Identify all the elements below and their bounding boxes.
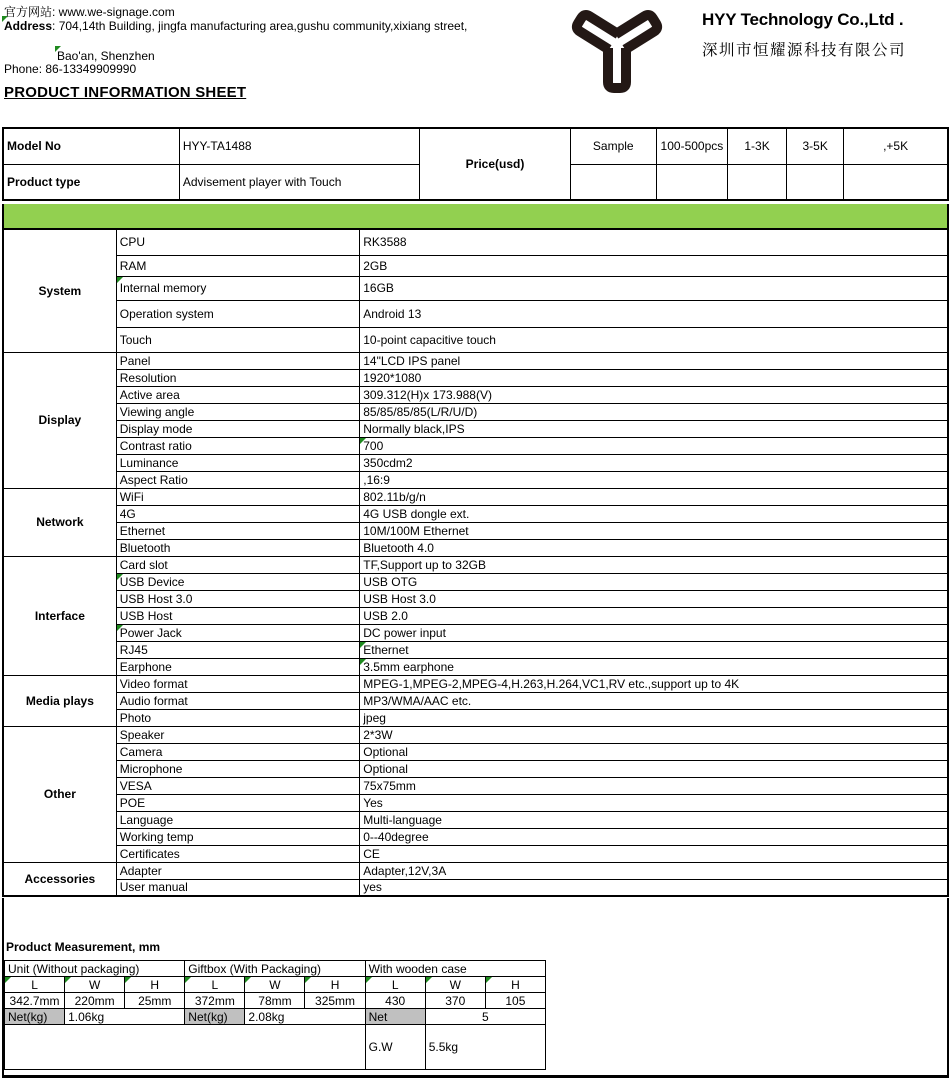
group-title-wooden-case: With wooden case xyxy=(365,961,545,977)
error-flag-icon xyxy=(360,642,366,648)
product-type-label: Product type xyxy=(3,164,179,200)
spec-value: 14"LCD IPS panel xyxy=(360,352,948,369)
spec-value: Multi-language xyxy=(360,811,948,828)
spec-property: Luminance xyxy=(116,454,360,471)
error-flag-icon xyxy=(426,977,432,983)
price-cell-empty xyxy=(656,164,727,200)
net-value-cell: 5 xyxy=(425,1009,545,1025)
model-row xyxy=(3,128,948,164)
spec-property: Working temp xyxy=(116,828,360,845)
spec-property: Operation system xyxy=(116,300,360,327)
model-no-value: HYY-TA1488 xyxy=(179,128,420,164)
group-title-row xyxy=(5,961,546,977)
specification-table xyxy=(2,228,949,897)
address-line2-text: Bao'an, Shenzhen xyxy=(57,49,155,63)
error-flag-icon xyxy=(305,977,311,983)
price-column-sample: Sample xyxy=(570,128,656,164)
spec-property: Aspect Ratio xyxy=(116,471,360,488)
dim-header: H xyxy=(485,977,545,993)
error-flag-icon xyxy=(360,438,366,444)
spec-value: yes xyxy=(360,879,948,896)
spec-property: USB Host 3.0 xyxy=(116,590,360,607)
spec-value: 16GB xyxy=(360,276,948,300)
price-usd-header: Price(usd) xyxy=(420,128,570,200)
spec-value: Ethernet xyxy=(360,641,948,658)
spec-property: Audio format xyxy=(116,692,360,709)
blank-cell xyxy=(5,1025,366,1070)
spec-value: 4G USB dongle ext. xyxy=(360,505,948,522)
spec-property: Video format xyxy=(116,675,360,692)
spec-value: 10-point capacitive touch xyxy=(360,327,948,352)
dim-header: W xyxy=(65,977,125,993)
spec-value: 10M/100M Ethernet xyxy=(360,522,948,539)
phone-text: Phone: 86-13349909990 xyxy=(4,62,137,76)
price-column-5k: ,+5K xyxy=(844,128,948,164)
error-flag-icon xyxy=(117,625,123,631)
dim-value: 430 xyxy=(365,993,425,1009)
spec-property: WiFi xyxy=(116,488,360,505)
price-cell-empty xyxy=(570,164,656,200)
measurement-heading: Product Measurement, mm xyxy=(6,940,161,954)
spec-value: Optional xyxy=(360,760,948,777)
dim-header: L xyxy=(365,977,425,993)
website-text: 官方网站: www.we-signage.com xyxy=(4,5,175,19)
spec-value: Adapter,12V,3A xyxy=(360,862,948,879)
error-flag-icon xyxy=(486,977,492,983)
error-flag-icon xyxy=(125,977,131,983)
spec-property: CPU xyxy=(116,229,360,255)
group-title-unit: Unit (Without packaging) xyxy=(5,961,185,977)
page-title: PRODUCT INFORMATION SHEET xyxy=(4,84,247,101)
dim-value: 105 xyxy=(485,993,545,1009)
company-name-cn: 深圳市恒耀源科技有限公司 xyxy=(702,42,907,59)
price-column-1-3k: 1-3K xyxy=(727,128,786,164)
spec-value: 2GB xyxy=(360,255,948,276)
spec-value: Android 13 xyxy=(360,300,948,327)
error-flag-icon xyxy=(2,16,8,22)
spec-value: 0--40degree xyxy=(360,828,948,845)
price-cell-empty xyxy=(787,164,844,200)
spec-value: USB Host 3.0 xyxy=(360,590,948,607)
price-cell-empty xyxy=(844,164,948,200)
group-title-giftbox: Giftbox (With Packaging) xyxy=(185,961,365,977)
spec-property: 4G xyxy=(116,505,360,522)
spec-property: Power Jack xyxy=(116,624,360,641)
error-flag-icon xyxy=(185,977,191,983)
measurement-region xyxy=(2,898,949,1078)
section-label-system: System xyxy=(3,229,116,352)
spec-property: Active area xyxy=(116,386,360,403)
spec-property: Resolution xyxy=(116,369,360,386)
spec-value: 700 xyxy=(360,437,948,454)
spec-value: 85/85/85/85(L/R/U/D) xyxy=(360,403,948,420)
error-flag-icon xyxy=(65,977,71,983)
dim-header-row xyxy=(5,977,546,993)
section-label-network: Network xyxy=(3,488,116,556)
product-type-value: Advisement player with Touch xyxy=(179,164,420,200)
spec-property: Display mode xyxy=(116,420,360,437)
net-label-cell: Net(kg) xyxy=(185,1009,245,1025)
spec-property: Internal memory xyxy=(116,276,360,300)
spec-property: Speaker xyxy=(116,726,360,743)
net-value-cell: 2.08kg xyxy=(245,1009,365,1025)
dim-header: L xyxy=(5,977,65,993)
spec-value: ,16:9 xyxy=(360,471,948,488)
dim-value: 325mm xyxy=(305,993,365,1009)
spec-value: 309.312(H)x 173.988(V) xyxy=(360,386,948,403)
gw-value-cell: 5.5kg xyxy=(425,1025,545,1070)
spec-value: CE xyxy=(360,845,948,862)
net-value-cell: 1.06kg xyxy=(65,1009,185,1025)
measurement-table xyxy=(4,960,546,1070)
spec-property: Card slot xyxy=(116,556,360,573)
dim-header: H xyxy=(305,977,365,993)
error-flag-icon xyxy=(55,46,61,52)
section-label-accessories: Accessories xyxy=(3,862,116,896)
spec-value: 802.11b/g/n xyxy=(360,488,948,505)
spec-value: Normally black,IPS xyxy=(360,420,948,437)
spec-value: RK3588 xyxy=(360,229,948,255)
spec-property: Ethernet xyxy=(116,522,360,539)
error-flag-icon xyxy=(5,977,11,983)
spec-property: USB Device xyxy=(116,573,360,590)
error-flag-icon xyxy=(117,277,123,283)
section-label-other: Other xyxy=(3,726,116,862)
company-logo-icon xyxy=(545,0,695,100)
dim-value: 78mm xyxy=(245,993,305,1009)
spec-value: 2*3W xyxy=(360,726,948,743)
spec-property: Contrast ratio xyxy=(116,437,360,454)
dim-value-row xyxy=(5,993,546,1009)
net-label-cell: Net xyxy=(365,1009,425,1025)
spec-property: RAM xyxy=(116,255,360,276)
price-cell-empty xyxy=(727,164,786,200)
price-column-3-5k: 3-5K xyxy=(787,128,844,164)
spec-property: Photo xyxy=(116,709,360,726)
dim-value: 342.7mm xyxy=(5,993,65,1009)
spec-property: USB Host xyxy=(116,607,360,624)
spec-property: POE xyxy=(116,794,360,811)
spec-value: 75x75mm xyxy=(360,777,948,794)
dim-value: 370 xyxy=(425,993,485,1009)
spec-value: MPEG-1,MPEG-2,MPEG-4,H.263,H.264,VC1,RV etc.,support up to 4K xyxy=(360,675,948,692)
spec-property: VESA xyxy=(116,777,360,794)
spec-property: Earphone xyxy=(116,658,360,675)
company-name-en: HYY Technology Co.,Ltd . xyxy=(702,10,904,29)
dim-header: L xyxy=(185,977,245,993)
address-line1: : 704,14th Building, jingfa manufacturing area,gushu community,xixiang street, xyxy=(52,19,468,33)
net-label-cell: Net(kg) xyxy=(5,1009,65,1025)
error-flag-icon xyxy=(360,659,366,665)
dim-value: 25mm xyxy=(125,993,185,1009)
spec-value: 3.5mm earphone xyxy=(360,658,948,675)
dim-header: H xyxy=(125,977,185,993)
spec-property: Panel xyxy=(116,352,360,369)
dim-header: W xyxy=(245,977,305,993)
net-weight-row xyxy=(5,1009,546,1025)
spec-value: MP3/WMA/AAC etc. xyxy=(360,692,948,709)
spec-value: jpeg xyxy=(360,709,948,726)
error-flag-icon xyxy=(117,574,123,580)
dim-value: 372mm xyxy=(185,993,245,1009)
spec-property: Microphone xyxy=(116,760,360,777)
spec-property: Certificates xyxy=(116,845,360,862)
spec-property: RJ45 xyxy=(116,641,360,658)
spec-property: Touch xyxy=(116,327,360,352)
error-flag-icon xyxy=(366,977,372,983)
spec-property: Adapter xyxy=(116,862,360,879)
price-column-100-500pcs: 100-500pcs xyxy=(656,128,727,164)
dim-header: W xyxy=(425,977,485,993)
spec-property: Bluetooth xyxy=(116,539,360,556)
spec-value: Yes xyxy=(360,794,948,811)
spec-value: TF,Support up to 32GB xyxy=(360,556,948,573)
spec-value: Bluetooth 4.0 xyxy=(360,539,948,556)
spec-property: Camera xyxy=(116,743,360,760)
section-label-interface: Interface xyxy=(3,556,116,675)
spec-property: User manual xyxy=(116,879,360,896)
spec-value: Optional xyxy=(360,743,948,760)
spec-value: 1920*1080 xyxy=(360,369,948,386)
spec-property: Viewing angle xyxy=(116,403,360,420)
spec-value: USB OTG xyxy=(360,573,948,590)
gw-label-cell: G.W xyxy=(365,1025,425,1070)
gross-weight-row xyxy=(5,1025,546,1070)
spec-value: 350cdm2 xyxy=(360,454,948,471)
product-summary-table xyxy=(2,127,949,201)
spec-property: Language xyxy=(116,811,360,828)
address-label: Address xyxy=(4,19,53,33)
section-label-media-plays: Media plays xyxy=(3,675,116,726)
spec-value: USB 2.0 xyxy=(360,607,948,624)
model-no-label: Model No xyxy=(3,128,179,164)
dim-value: 220mm xyxy=(65,993,125,1009)
section-label-display: Display xyxy=(3,352,116,488)
green-divider-bar xyxy=(2,204,949,228)
spec-value: DC power input xyxy=(360,624,948,641)
error-flag-icon xyxy=(245,977,251,983)
